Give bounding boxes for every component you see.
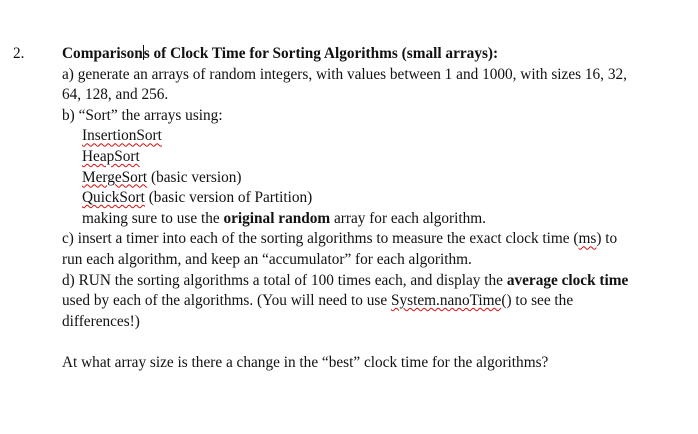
d-pre: d) RUN the sorting algorithms a total of 100 times each, and display the xyxy=(62,271,507,289)
note-post: array for each algorithm. xyxy=(330,209,487,227)
algorithm-item xyxy=(62,188,692,209)
instruction-a-line-1: a) generate an arrays of random integers, with values between 1 and 1000, with sizes 16, 32, xyxy=(62,65,627,83)
algorithm-name: HeapSort xyxy=(82,147,140,165)
d2-code: System.nanoTime xyxy=(390,292,502,310)
question-number: 2. xyxy=(13,45,25,62)
title-part-2: s of Clock Time for Sorting Algorithms (small arrays): xyxy=(143,45,499,62)
c-ms: ms xyxy=(578,230,597,248)
instruction-b: b) “Sort” the arrays using: xyxy=(62,106,223,124)
algorithm-item xyxy=(62,147,692,168)
c-pre: c) insert a timer into each of the sorting algorithms to measure the exact clock time ( xyxy=(62,230,579,248)
instruction-c-line-1 xyxy=(62,229,692,250)
d2-post: () to see the xyxy=(501,292,574,310)
algorithm-suffix: (basic version) xyxy=(147,168,242,186)
title-part-1: Comparison xyxy=(62,45,143,62)
instruction-c-line-2: run each algorithm, and keep an “accumulator” for each algorithm. xyxy=(62,250,472,268)
algorithm-name: InsertionSort xyxy=(82,127,162,145)
note-emphasis: original random xyxy=(223,209,331,227)
instruction-d-line-2 xyxy=(62,291,692,312)
algorithm-name: MergeSort xyxy=(82,168,148,186)
algorithm-item xyxy=(62,168,692,189)
d-emphasis: average clock time xyxy=(506,271,629,289)
instruction-a-line-2: 64, 128, and 256. xyxy=(62,86,169,104)
note-pre: making sure to use the xyxy=(82,209,224,227)
c-post: ) to xyxy=(596,230,618,248)
d2-pre: used by each of the algorithms. (You will need to use xyxy=(62,292,391,310)
final-question: At what array size is there a change in the “best” clock time for the algorithms? xyxy=(62,353,549,371)
algorithm-suffix: (basic version of Partition) xyxy=(144,189,313,207)
algorithm-item xyxy=(62,126,692,147)
algorithm-name: QuickSort xyxy=(82,189,145,207)
instruction-d-line-3: differences!) xyxy=(62,312,140,330)
question-body xyxy=(62,44,692,374)
instruction-d-line-1 xyxy=(62,271,692,292)
question-title xyxy=(62,44,692,65)
blank-line xyxy=(62,332,692,353)
original-array-note xyxy=(62,209,692,230)
